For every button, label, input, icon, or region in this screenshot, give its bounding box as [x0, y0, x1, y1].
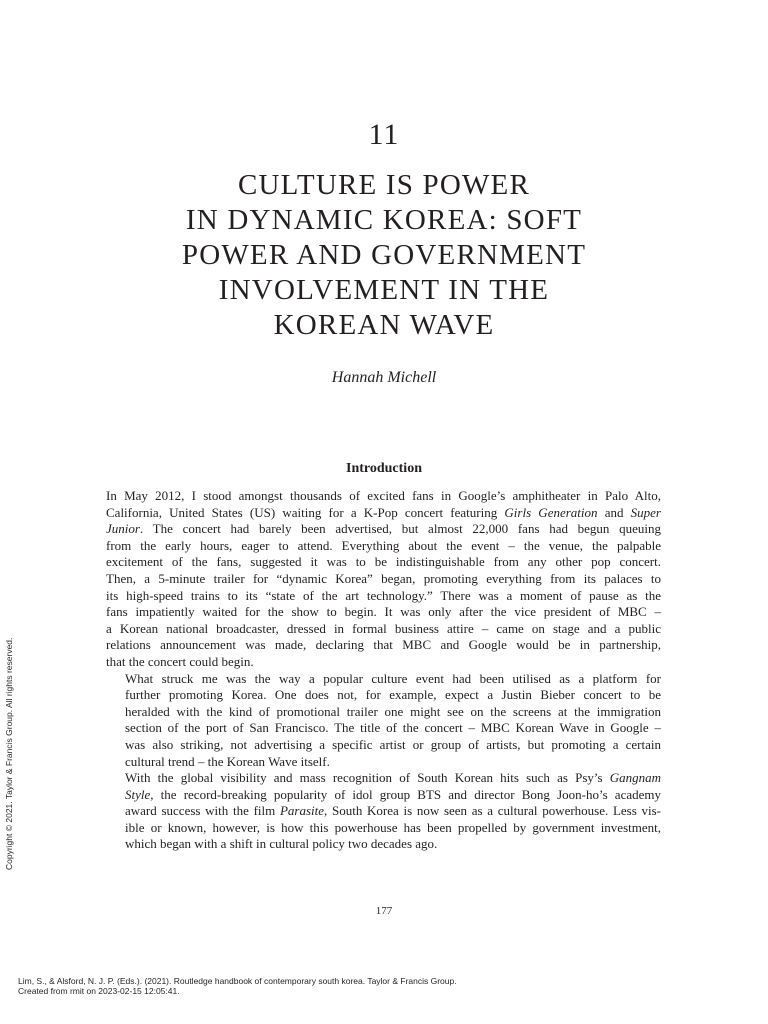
copyright-notice: Copyright © 2021. Taylor & Francis Group. All rights reserved. — [4, 637, 14, 870]
text-line: ible or known, however, is how this powerhouse has been propelled by government investment, — [125, 819, 661, 835]
chapter-title-line: CULTURE IS POWER — [237, 169, 531, 201]
chapter-title-line: KOREAN WAVE — [273, 309, 495, 341]
text-line: fans impatiently waited for the show to begin. It was only after the vice president of MBC – — [106, 604, 661, 620]
text-line: Style, the record-breaking popularity of idol group BTS and director Bong Joon-ho’s academy — [125, 786, 661, 802]
text-line: from the early hours, eager to attend. Everything about the event – the venue, the palpable — [106, 537, 661, 553]
text-line: In May 2012, I stood amongst thousands of excited fans in Google’s amphitheater in Palo Alto, — [106, 488, 661, 503]
text-line: cultural trend – the Korean Wave itself. — [125, 753, 330, 769]
text-line: that the concert could begin. — [106, 653, 254, 669]
text-line: award success with the film Parasite, South Korea is now seen as a cultural powerhouse. Less vis- — [125, 803, 661, 819]
text-line: section of the port of San Francisco. The title of the concert – MBC Korean Wave in Google – — [125, 720, 661, 736]
text-line: What struck me was the way a popular culture event had been utilised as a platform for — [125, 670, 661, 686]
text-line: excitement of the fans, suggested it was to be indistinguishable from any other pop concert. — [106, 554, 661, 570]
author-name: Hannah Michell — [331, 369, 437, 386]
chapter-number: 11 — [368, 118, 400, 151]
text-line: further promoting Korea. One does not, for example, expect a Justin Bieber concert to be — [125, 687, 661, 703]
section-heading: Introduction — [346, 461, 422, 476]
footer-citation — [18, 976, 457, 996]
text-line: which began with a shift in cultural policy two decades ago. — [125, 836, 438, 852]
italic-title: Junior — [106, 521, 140, 537]
text-line: its high-speed trains to its “state of the art technology.” There was a moment of pause as the — [106, 587, 661, 603]
text-line: Junior. The concert had barely been advertised, but almost 22,000 fans had begun queuing — [106, 521, 661, 537]
italic-title: Super — [630, 504, 661, 520]
chapter-title-line: INVOLVEMENT IN THE — [218, 274, 550, 306]
italic-title: Gangnam — [609, 770, 661, 786]
text-line: Then, a 5-minute trailer for “dynamic Korea” began, promoting everything from its palaces to — [106, 570, 661, 586]
body-paragraph — [106, 671, 661, 771]
text-line: relations announcement was made, declaring that MBC and Google would be in partnership, — [106, 637, 661, 653]
italic-title: Parasite — [279, 803, 325, 819]
chapter-title — [100, 168, 668, 343]
chapter-title-line: IN DYNAMIC KOREA: SOFT — [185, 204, 583, 236]
text-line: California, United States (US) waiting for a K-Pop concert featuring Girls Generation and Super — [106, 504, 661, 520]
body-text — [106, 488, 661, 853]
text-line: heralded with the kind of promotional trailer one might see on the screens at the immigration — [125, 703, 661, 719]
body-paragraph — [106, 488, 661, 671]
italic-title: Girls Generation — [504, 504, 598, 520]
text-line: a Korean national broadcaster, dressed in formal business attire – came on stage and a public — [106, 620, 661, 636]
italic-title: Style — [125, 786, 151, 802]
text-line: With the global visibility and mass recognition of South Korean hits such as Psy’s Gangnam — [125, 770, 661, 786]
page-number: 177 — [375, 905, 393, 917]
body-paragraph — [106, 770, 661, 853]
text-line: was also striking, not advertising a specific artist or group of artists, but promoting a certain — [125, 736, 661, 752]
created-timestamp: Created from rmit on 2023-02-15 12:05:41. — [18, 986, 180, 996]
chapter-title-line: POWER AND GOVERNMENT — [181, 239, 587, 271]
citation-text: Lim, S., & Alsford, N. J. P. (Eds.). (2021). Routledge handbook of contemporary south korea. Taylor & Francis Group. — [18, 976, 457, 986]
